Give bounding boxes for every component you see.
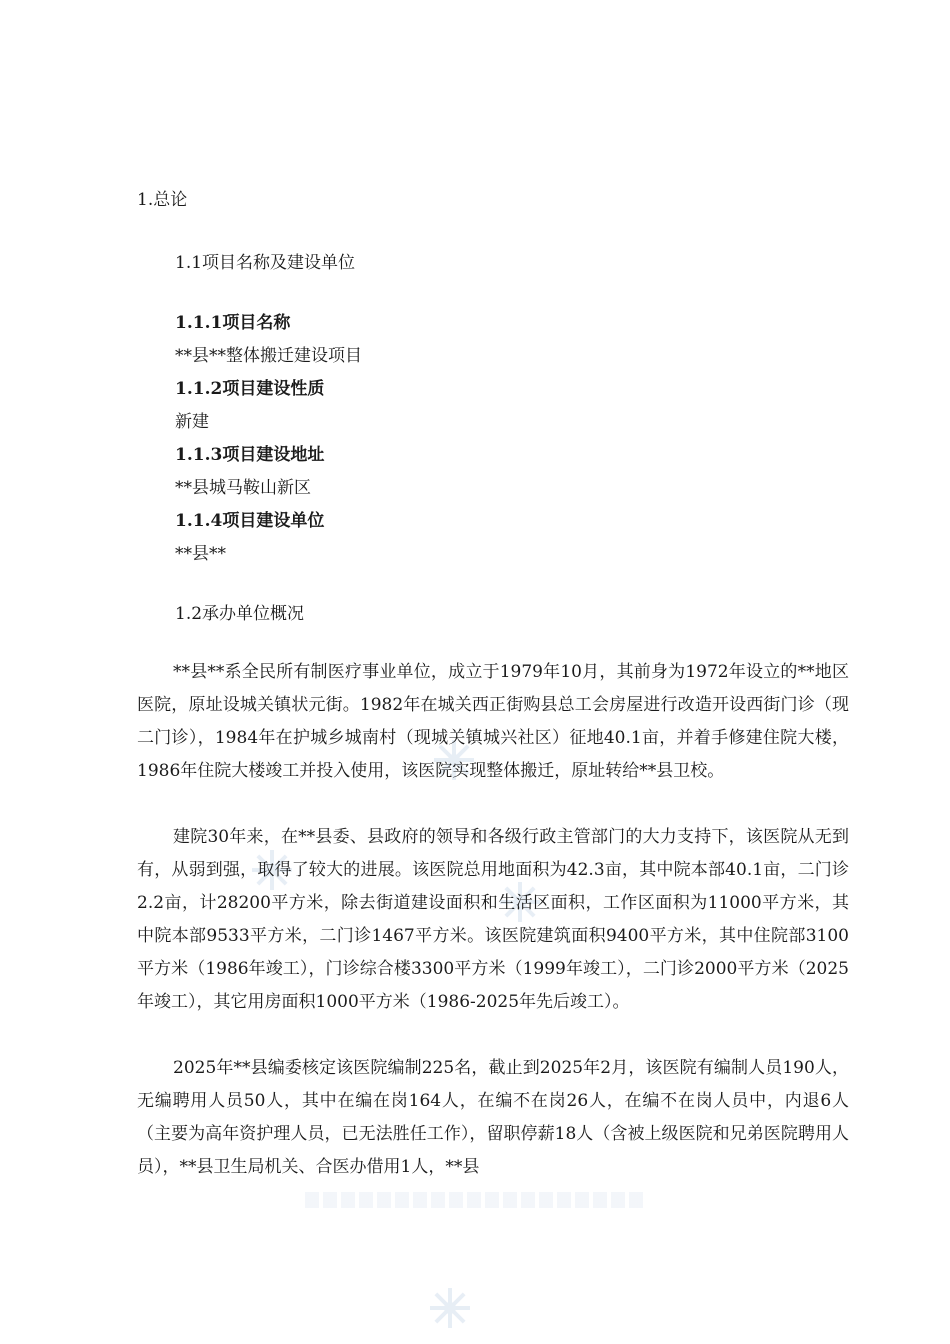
heading-1-2: 1.2承办单位概况 <box>175 604 305 624</box>
paragraph-history: **县**系全民所有制医疗事业单位，成立于1979年10月，其前身为1972年设立的**地区医院，原址设城关镇状元街。1982年在城关西正街购县总工会房屋进行改造开设西街门诊（现二门诊），1984年在护城乡城南村（现城关镇城兴社区）征地40.1亩，并着手修建住院大楼，1986年住院大楼竣工并投入使用，该医院实现整体搬迁，原址转给**县卫校。 <box>137 662 849 781</box>
item-value-project-nature: 新建 <box>175 412 209 432</box>
snowflake-seal-icon <box>428 1286 472 1330</box>
item-label-project-unit: 1.1.4项目建设单位 <box>175 511 325 531</box>
item-label-project-nature: 1.1.2项目建设性质 <box>175 379 325 399</box>
item-value-project-name: **县**整体搬迁建设项目 <box>175 346 362 366</box>
item-label-project-address: 1.1.3项目建设地址 <box>175 445 325 465</box>
heading-1: 1.总论 <box>137 190 188 210</box>
item-value-project-unit: **县** <box>175 544 226 564</box>
paragraph-staffing: 2025年**县编委核定该医院编制225名，截止到2025年2月，该医院有编制人员190人，无编聘用人员50人，其中在编在岗164人，在编不在岗26人，在编不在岗人员中，内退6人（主要为高年资护理人员，已无法胜任工作），留职停薪18人（含被上级医院和兄弟医院聘用人员），**县卫生局机关、合医办借用1人，**县 <box>137 1058 849 1177</box>
item-value-project-address: **县城马鞍山新区 <box>175 478 311 498</box>
item-label-project-name: 1.1.1项目名称 <box>175 313 291 333</box>
paragraph-development: 建院30年来，在**县委、县政府的领导和各级行政主管部门的大力支持下，该医院从无到有，从弱到强，取得了较大的进展。该医院总用地面积为42.3亩，其中院本部40.1亩，二门诊2.2亩，计28200平方米，除去街道建设面积和生活区面积，工作区面积为11000平方米，其中院本部9533平方米，二门诊1467平方米。该医院建筑面积9400平方米，其中住院部3100平方米（1986年竣工），门诊综合楼3300平方米（1999年竣工），二门诊2000平方米（2025年竣工），其它用房面积1000平方米（1986-2025年先后竣工）。 <box>137 827 849 1012</box>
watermark-band <box>305 1192 645 1208</box>
heading-1-1: 1.1项目名称及建设单位 <box>175 253 356 273</box>
